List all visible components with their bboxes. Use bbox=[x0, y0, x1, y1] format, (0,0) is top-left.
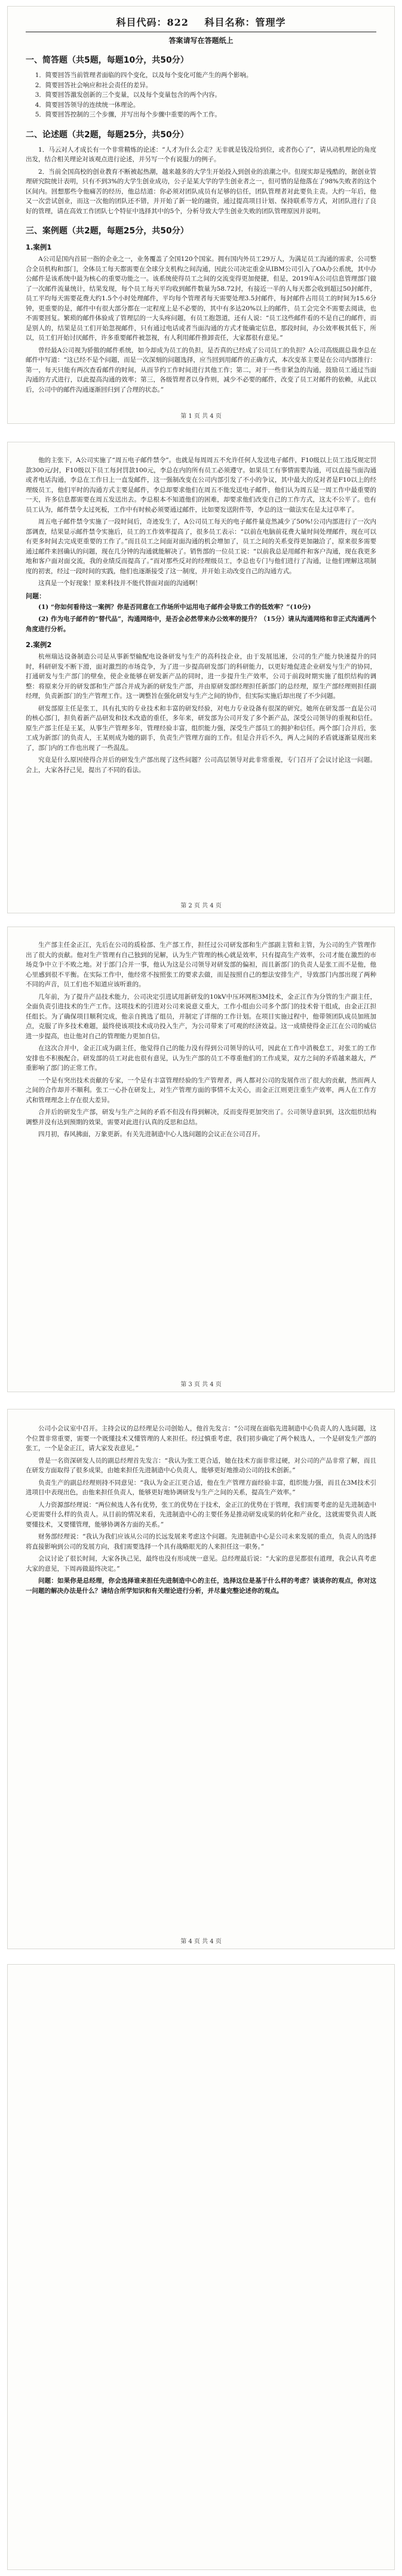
case-1-label: 1.案例1 bbox=[26, 243, 52, 251]
case-2-continued-paragraph: 合并后的研发生产部，研发与生产之间的矛盾不但没有得到解决，反而变得更加突出了。公司领导意识到，这次组织结构调整并没有达到预期的效果，需要对此进行认真的反思和总结。 bbox=[26, 1109, 376, 1126]
case-2-paragraph: 杭州瑞达设备制造公司是从事新型输配电设备研发与生产的高科技企业，由于发展迅速，公司的生产能力快速提升的同时，科研研发不断下滑，面对激烈的市场竞争，为了进一步提高研发部门的科研能力，以更好地促进企业研发与生产的协同，打通研发与生产部门的壁垒，使企业能够在研发新产品的同时，进一步提升生产效率，公司于前段时期实施了组织结构的调整：将原来分开的研发部和生产部合并成为新的研发生产部，并由原研发部经理担任新部门的总经理，原生产部经理则担任副经理，负责新部门的生产管理工作。这一调整旨在强化研发与生产之间的协作，但实际实施后却出现了不少问题。 bbox=[26, 653, 376, 700]
case-2-continued-paragraph: 生产部主任金正江，先后在公司的质检部、生产部工作，担任过公司研发部和生产部副主管和主管，为公司的生产管理作出了很大的贡献。他对生产管理有自己独到的见解，认为生产管理的核心就是效率，只有提高生产效率，公司才能在激烈的市场竞争中立于不败之地。对于部门合并一事，他认为这是公司领导对研发部的偏袒，而且新部门的负责人是张工而不是他，他心里感到很不平衡。在实际工作中，他经常不按照张工的要求去做，而是按照自己的想法安排生产，导致部门内部出现了两种不同的声音，员工们也不知道应该听谁的。 bbox=[26, 941, 376, 988]
case-2-meeting-paragraph: 负责生产的副总经理则持不同意见：“我认为金正江更合适，他在生产管理方面经验丰富，组织能力强，而且在3M技术引进项目中表现出色，由他来担任负责人，能够更好地协调研发与生产之间的关系，提高生产效率。” bbox=[26, 1479, 376, 1496]
case-1-continued-paragraph: 这真是一个好现象！原来科技并不能代替面对面的沟通啊！ bbox=[38, 580, 201, 587]
exam-page-4 bbox=[7, 1409, 395, 1949]
case-1-continued-paragraph: 周五电子邮件禁令实施了一段时间后，奇迹发生了，A公司员工每天的电子邮件量竟然减少了50%!公司内部进行了一次内部调查，结果显示邮件禁令实施后，员工的工作效率提高了，很多员工表示：“以前在电脑前花费大量时间处理邮件，现在可以有更多时间去完成更重要的工作了。”而且员工之间面对面沟通的机会增加了，员工之间的关系变得更加融洽了，原来很多需要通过邮件来回确认的问题，现在几分钟的沟通就能解决了。销售部的一位员工说：“以前我总是用邮件和客户沟通，现在我更多地和客户面对面交流，我的业绩反而提高了。”而对那些反对的经理级员工，李总也专门与他们进行了沟通，让他们理解这项制度的初衷，经过一段时间的实践，他们也逐渐接受了这一制度，并开始主动改变自己的沟通方式。 bbox=[26, 518, 376, 575]
exam-page-5 bbox=[7, 1964, 395, 2570]
exam-page-2 bbox=[7, 442, 395, 913]
essay-question-2: 2．当前全国高校的创业教育不断被起热潮，越来越多的大学生开始投入到创业的浪潮之中。但现实却是残酷的，据创业管理研究院统计表明，只有不到3%的大学生创业成功，公子是某大学的学生创业者之一，但可惜的是他落在了98%失败者的这个区间内。回想那些令他痛苦的经历，他总结道：你必须对团队成员有足够的信任，团队管理者对此要负主责。大约一年后，他又一次尝试创业，而这一次他的团队还不错，并开始了新一轮的融资，通过提高项目计划、保持联系等方式，对团队进行了良好的管理，请在高效工作团队七个特征中选择其中的5个，分析导致大学生创业失败的团队管理原因并说明。 bbox=[26, 168, 376, 215]
page-2-footer: 第 2 页 共 4 页 bbox=[180, 903, 222, 909]
case-1-paragraph: 曾经最A公司视为骄傲的邮件系统，如今却成为员工的负担，是否真的已经成了公司员工的负担？A公司高级副总裁李总在邮件中写道：“这已经不是个问题，而是一次深刻的问题选择，应当回到用邮件的正确方式，本次变革主要是在公司内部推行：第一，每天只能有两次查看邮件的时间，从而节约工作时间进行其他工作；第二，对于一些非紧急的沟通，鼓励员工通过当面沟通的方式进行，以此提高沟通的效率；第三，各级管理者以身作则，减少不必要的邮件，改变了员工对邮件的依赖，从此以后，公司中的邮件沟通逐渐回归到了合理的状态。” bbox=[26, 346, 376, 393]
short-question-2: 2．简要回答社会响应和社会责任的差异。 bbox=[35, 81, 152, 89]
section-1-title: 一、简答题（共5题，每题10分，共50分） bbox=[26, 56, 189, 65]
short-question-5: 5．简要回答控制的三个步骤，并写出每个步骤中重要的两个工作。 bbox=[35, 111, 221, 118]
section-2-title: 二、论述题（共2题，每题25分，共50分） bbox=[26, 130, 189, 140]
section-3-title: 三、案例题（共2题，每题25分，共50分） bbox=[26, 226, 189, 236]
case-2-meeting-paragraph: 人力资源部经理说：“两位候选人各有优势，张工的优势在于技术，金正江的优势在于管理，我们需要考虑的是先进制造中心更需要什么样的负责人。从目前的情况来看，先进制造中心的主要任务是推动研发成果的转化和产业化，这就需要负责人既要懂技术，又要懂管理，能够协调各方面的关系。” bbox=[26, 1501, 376, 1528]
case-1-continued-paragraph: 他的主张下，A公司实施了“周五电子邮件禁令”。也就是每周周五不允许任何人发送电子邮件，F10级以上员工违反规定罚款300元/封，F10级以下员工每封罚款100元，李总在内的所有员工必须遵守。如果员工有事情需要沟通，可以直接当面沟通或者电话沟通，李总在工作日上一直发邮件，这一强制改变在公司内部引发了不小的争议，其中最大的反对者是F10以上的经理级员工，他们平时的沟通方式主要是邮件，李总却要求他们在周五不能发送电子邮件，他们认为周五是一周工作中最重要的一天，许多信息都需要在周五发送出去。李总根本不知道他们的困难，却要求他们改变自己的工作方式，这太不公平了。也有员工认为，邮件禁令太过死板，工作中有时候必须要通过邮件，比如要发送附件等，李总的这一做法实在是太过草率了。 bbox=[26, 457, 376, 513]
case-2-meeting-paragraph: 曾是一名资深研发人员的副总经理首先发言：“我认为张工更合适，她在技术方面非常过硬，对公司的产品非常了解，而且在研发方面取得了很多成果，由她来担任先进制造中心负责人，能够更好地推动公司的技术创新。” bbox=[26, 1457, 376, 1474]
page-1-footer: 第 1 页 共 4 页 bbox=[180, 413, 222, 420]
page-3-footer: 第 3 页 共 4 页 bbox=[180, 1381, 222, 1388]
exam-page-1 bbox=[7, 6, 395, 424]
exam-page-3 bbox=[7, 927, 395, 1392]
case-2-continued-paragraph: 在这次合并中，金正江成为副主任，他觉得自己的能力没有得到公司领导的认可，因此在工作中消极怠工，对张工的工作安排也不积极配合。研发部的员工对此也很有意见，认为生产部的员工不尊重他们的工作成果，双方之间的矛盾越来越大，严重影响了部门的正常工作。 bbox=[26, 1045, 376, 1072]
case-2-continued-paragraph: 几年前，为了提升产品技术能力，公司决定引进试用新研发的10kV中压环网柜3M技术，金正江作为分管的生产副主任，全面负责引进技术的生产工作。这项技术的引进对公司来说意义重大，工作小组由公司多个部门的技术骨干组成，由金正江担任组长。为了确保项目顺利完成，他亲自挑选了组员，并制定了详细的工作计划。在项目实施过程中，他带领团队成员加班加点，克服了许多技术难题，最终使该项技术成功投入生产，为公司带来了可观的经济效益。这一成绩使得金正江在公司的威信进一步提高，也让他对自己的管理能力更加自信。 bbox=[26, 993, 376, 1040]
short-question-3: 3．简要回答激发创新的三个变量，以及每个变量包含的两个内容。 bbox=[35, 91, 221, 99]
subject-name: 科目名称：管理学 bbox=[204, 17, 286, 28]
short-question-4: 4．简要回答领导的连续统一体理论。 bbox=[35, 101, 140, 109]
case-2-question: 问题：如果你是总经理，你会选择谁来担任先进制造中心的主任，选择这位是基于什么样的考虑？谈谈你的观点，你对这一问题的解决办法是什么？请结合所学知识和有关理论进行分析，并尽量完整论述你的观点。 bbox=[26, 1577, 376, 1595]
page-4-footer: 第 4 页 共 4 页 bbox=[180, 1938, 222, 1945]
case-2-meeting-paragraph: 会议讨论了很长时间，大家各执己见，最终也没有形成统一意见。总经理最后说：“大家的意见都很有道理，我会认真考虑大家的意见，下周再做最终决定。” bbox=[26, 1555, 376, 1572]
answer-sheet-note: 答案请写在答题纸上 bbox=[168, 36, 234, 45]
exam-header bbox=[26, 15, 376, 32]
subject-code: 科目代码：822 bbox=[116, 17, 189, 28]
case-1-paragraph: A公司是国内首屈一指的企业之一，业务覆盖了全国120个国家。拥有国内外员工29万人，为满足员工沟通的需求，公司整合全员机构和部门，全体员工每天都需要在全球分支机构之间沟通，因此公司决定重金从IBM公司引入了OA办公系统，其中办公邮件是该系统中最为核心的重要功能之一。该系统使得员工之间的交流变得更加便捷，但是，2019年A公司信息管理部门做了一次邮件流量统计，结果发现，每个员工每天平均收到邮件数量为58.72封，有接近一半的人每天都会收到超过50封邮件，员工平均每天需要花费大约1.5个小时处理邮件，平均每个管理者每天需要处理3.5封邮件，每封邮件占用员工的时间为15.6分钟，更重要的是，邮件中有很大部分都在一定程度上是不必要的，其中有多达20%以上的邮件，员工会完全不需要去阅读，也不需要回复。繁琐的邮件体验成了管理层的一大头疼问题，有员工抱怨道，还有人说：“员工这些邮件看的不是自己的邮件，而是别人的，结果是员工们开始忽视邮件，只有通过电话或者当面沟通的方式才能确定信息，那段时间，办公效率极其低下，所以，员工们开始讨厌邮件，许多重要邮件被忽视，有人利用邮件推卸责任，大家都很有意见。” bbox=[26, 256, 376, 341]
case-2-label: 2.案例2 bbox=[26, 641, 52, 649]
case-2-paragraph: 究竟是什么原因使得合并后的研发生产部出现了这些问题？公司高层领导对此非常重视，专门召开了会议讨论这一问题。会上，大家各抒己见，提出了不同的看法。 bbox=[26, 756, 376, 774]
case-2-meeting-paragraph: 公司小会议室中召开。主持会议的总经理是公司创始人，他首先发言：“公司现在面临先进制造中心负责人的人选问题，这个位置非常重要，需要一个既懂技术又懂管理的人来担任。经过慎重考虑，我们初步确定了两个候选人，一个是研发生产部的张工，一个是金正江，请大家发表意见。” bbox=[26, 1425, 376, 1452]
case-2-meeting-paragraph: 财务部经理说：“我认为我们应该从公司的长远发展来考虑这个问题。先进制造中心是公司未来发展的重点，负责人的选择将直接影响到公司的发展方向，我们需要选择一个具有战略眼光的人来担任这一职务。” bbox=[26, 1533, 376, 1550]
case-2-paragraph: 研发部原主任是张工，具有扎实的专业技术和丰富的研发经验，对电力专业设备有很深的研究。她所在研发部一直是公司的核心部门，担负着新产品研发和技术改造的重任，多年来，研发部为公司开发了多个新产品，深受公司领导的重视和信任。原生产部主任是王某，从事生产管理多年，管理经验丰富，组织能力强，深受生产部员工的拥护和信任。两个部门合并后，张工成为新部门的负责人，王某则成为她的副手，负责生产管理方面的工作。但是合并后不久，两人之间的矛盾就逐渐显现出来了，部门内的工作也出现了一些混乱。 bbox=[26, 704, 376, 752]
case-1-question-1: (1) “你如何看待这一案例？你是否同意在工作场所中运用电子邮件会导致工作的低效率？”(10分) bbox=[38, 603, 311, 611]
case-1-question-2: (2) 作为电子邮件的“替代品”，沟通网络中，是否会必然带来办公效率的提升？（15分）请从沟通网络和非正式沟通两个角度进行分析。 bbox=[26, 615, 376, 633]
short-question-1: 1．简要回答当前管理者面临的四个变化，以及每个变化可能产生的两个影响。 bbox=[35, 72, 253, 79]
case-1-questions-label: 问题： bbox=[26, 592, 45, 600]
essay-question-1: 1．马云对人才成长有一个非常精炼的论述：“人才为什么会走？无非就是钱没给到位，或者伤心了”，请从动机理论的角度出发，结合相关理论对该观点进行论述，并另写一个有说服力的例子。 bbox=[26, 146, 376, 163]
case-2-continued-paragraph: 一个是有突出技术贡献的专家，一个是有丰富管理经验的生产管理者，两人都对公司的发展作出了很大的贡献，然而两人之间的合作却并不顺利。张工一心扑在研发上，对生产管理方面的事情不太关心，而金正江则更注重生产效率，两人在工作方式和管理理念上存在很大差异。 bbox=[26, 1076, 376, 1104]
case-2-continued-paragraph: 四月初，春风拂面，万象更新。有关先进制造中心人选问题的会议正在公司召开。 bbox=[38, 1131, 264, 1138]
